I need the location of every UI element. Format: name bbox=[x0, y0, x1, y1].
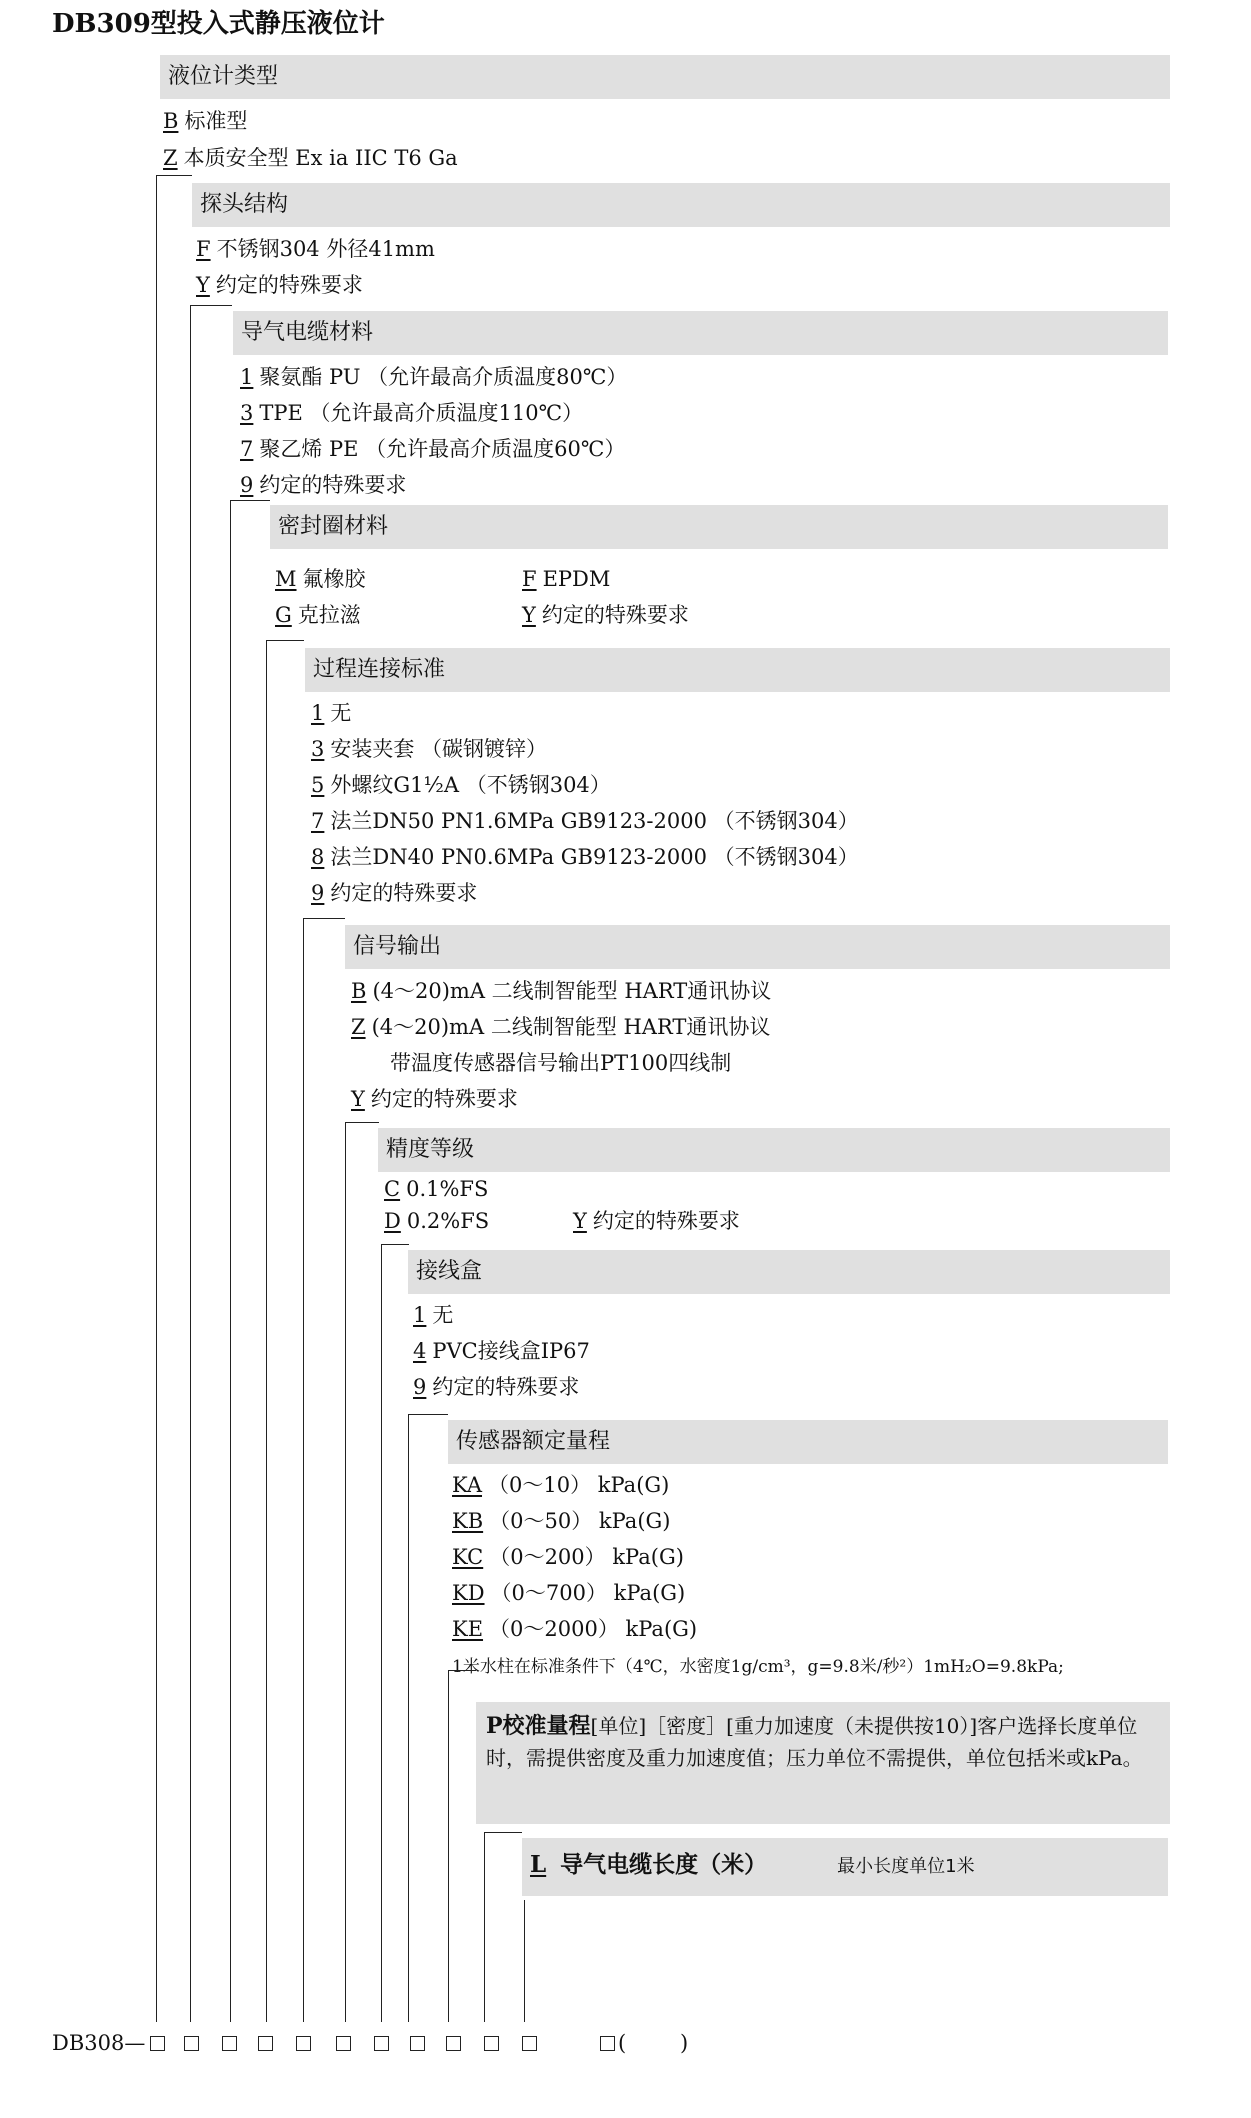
option-item bbox=[452, 1616, 697, 1642]
option-item bbox=[452, 1472, 669, 1498]
option-text: EPDM bbox=[542, 567, 611, 591]
option-item bbox=[275, 566, 366, 592]
connector-tick bbox=[156, 175, 192, 176]
option-text: 约定的特殊要求 bbox=[432, 1375, 580, 1399]
option-code: KE bbox=[452, 1617, 484, 1641]
option-item bbox=[351, 1014, 770, 1040]
option-text: 约定的特殊要求 bbox=[330, 881, 478, 905]
code-box bbox=[410, 2036, 425, 2051]
section-header-cable-material: 导气电缆材料 bbox=[233, 311, 1168, 355]
connector-line bbox=[524, 1900, 525, 2022]
calibration-range-label: P校准量程 bbox=[486, 1713, 591, 1739]
option-code: 1 bbox=[311, 701, 325, 725]
option-code: F bbox=[522, 567, 537, 591]
option-text: 约定的特殊要求 bbox=[259, 473, 407, 497]
option-item bbox=[311, 808, 859, 834]
option-item bbox=[413, 1338, 590, 1364]
option-text: 约定的特殊要求 bbox=[370, 1087, 518, 1111]
code-box bbox=[374, 2036, 389, 2051]
option-code: 9 bbox=[240, 473, 254, 497]
option-code: Y bbox=[196, 273, 210, 297]
option-text: 无 bbox=[432, 1303, 454, 1327]
option-text: （0～10） kPa(G) bbox=[488, 1473, 670, 1497]
option-text: （0～2000） kPa(G) bbox=[489, 1617, 698, 1641]
section-header-junction-box: 接线盒 bbox=[408, 1250, 1170, 1294]
option-item bbox=[413, 1302, 453, 1328]
connector-tick bbox=[266, 640, 304, 641]
option-text: 聚氨酯 PU （允许最高介质温度80℃） bbox=[259, 365, 628, 389]
option-text: 0.2%FS bbox=[406, 1209, 490, 1233]
code-box bbox=[522, 2036, 537, 2051]
option-code: 1 bbox=[240, 365, 254, 389]
option-item bbox=[196, 272, 363, 298]
option-item bbox=[311, 736, 547, 762]
option-code: 7 bbox=[240, 437, 254, 461]
option-text: 不锈钢304 外径41mm bbox=[216, 237, 435, 261]
option-code: Y bbox=[522, 603, 536, 627]
code-box bbox=[600, 2036, 615, 2051]
code-box bbox=[296, 2036, 311, 2051]
cable-length-note: 最小长度单位1米 bbox=[837, 1856, 975, 1877]
option-item bbox=[240, 472, 406, 498]
option-item bbox=[351, 978, 771, 1004]
option-item bbox=[311, 844, 859, 870]
option-text: 无 bbox=[330, 701, 352, 725]
connector-line bbox=[303, 918, 304, 2022]
option-item bbox=[452, 1508, 670, 1534]
option-code: Y bbox=[573, 1209, 587, 1233]
option-text: （0～200） kPa(G) bbox=[489, 1545, 684, 1569]
code-box bbox=[258, 2036, 273, 2051]
connector-line bbox=[448, 1670, 449, 2022]
option-text: 安装夹套 （碳钢镀锌） bbox=[330, 737, 548, 761]
option-item bbox=[573, 1208, 740, 1234]
option-text: （0～700） kPa(G) bbox=[490, 1581, 686, 1605]
option-text: PVC接线盒IP67 bbox=[432, 1339, 590, 1363]
option-code: 9 bbox=[413, 1375, 427, 1399]
option-text: 标准型 bbox=[184, 109, 248, 133]
connector-tick bbox=[190, 305, 232, 306]
option-code: 5 bbox=[311, 773, 325, 797]
connector-line bbox=[266, 640, 267, 2022]
section-header-level-type: 液位计类型 bbox=[160, 55, 1170, 99]
connector-tick bbox=[408, 1414, 448, 1415]
option-code: Z bbox=[351, 1015, 366, 1039]
section-header-signal-output: 信号输出 bbox=[345, 925, 1170, 969]
option-item bbox=[452, 1544, 684, 1570]
code-box bbox=[484, 2036, 499, 2051]
option-code: D bbox=[384, 1209, 401, 1233]
option-code: Y bbox=[351, 1087, 365, 1111]
option-item bbox=[522, 602, 689, 628]
option-code: 3 bbox=[240, 401, 254, 425]
connector-line bbox=[190, 305, 191, 2022]
water-column-note: 1米水柱在标准条件下（4℃，水密度1g/cm³，g=9.8米/秒²）1mH₂O=9.8kPa; bbox=[452, 1657, 1064, 1677]
option-text: 0.1%FS bbox=[406, 1177, 489, 1201]
option-item bbox=[196, 236, 435, 262]
option-item bbox=[163, 108, 247, 134]
document-title: DB309型投入式静压液位计 bbox=[52, 9, 385, 39]
option-text: 约定的特殊要求 bbox=[215, 273, 363, 297]
option-code: F bbox=[196, 237, 211, 261]
connector-line bbox=[484, 1832, 485, 2022]
code-box bbox=[150, 2036, 165, 2051]
connector-tick bbox=[303, 918, 345, 919]
option-item bbox=[413, 1374, 579, 1400]
connector-tick bbox=[381, 1244, 409, 1245]
option-item bbox=[240, 436, 625, 462]
option-text: (4～20)mA 二线制智能型 HART通讯协议 bbox=[372, 979, 772, 1003]
option-code: 3 bbox=[311, 737, 325, 761]
code-box bbox=[446, 2036, 461, 2051]
option-code: B bbox=[351, 979, 367, 1003]
option-code: KD bbox=[452, 1581, 485, 1605]
option-text: 法兰DN50 PN1.6MPa GB9123-2000 （不锈钢304） bbox=[330, 809, 859, 833]
option-code: 8 bbox=[311, 845, 325, 869]
connector-line bbox=[408, 1414, 409, 2022]
option-text: 约定的特殊要求 bbox=[541, 603, 689, 627]
section-header-seal-material: 密封圈材料 bbox=[270, 505, 1168, 549]
section-header-probe-structure: 探头结构 bbox=[192, 183, 1170, 227]
code-box bbox=[222, 2036, 237, 2051]
option-item bbox=[522, 566, 610, 592]
option-item bbox=[275, 602, 361, 628]
option-text: 外螺纹G1½A （不锈钢304） bbox=[330, 773, 611, 797]
option-code: C bbox=[384, 1177, 401, 1201]
length-close-paren: ) bbox=[680, 2031, 689, 2055]
option-item bbox=[163, 145, 458, 171]
connector-line bbox=[381, 1244, 382, 2022]
section-header-process-connection: 过程连接标准 bbox=[305, 648, 1170, 692]
option-text: TPE （允许最高介质温度110℃） bbox=[259, 401, 584, 425]
option-item bbox=[311, 772, 611, 798]
option-code: KA bbox=[452, 1473, 483, 1497]
connector-line bbox=[345, 1122, 346, 2022]
option-item bbox=[240, 364, 627, 390]
option-item bbox=[351, 1086, 518, 1112]
option-code: 9 bbox=[311, 881, 325, 905]
option-text: 本质安全型 Ex ia IIC T6 Ga bbox=[183, 146, 458, 170]
code-box bbox=[336, 2036, 351, 2051]
option-code: B bbox=[163, 109, 179, 133]
option-text: (4～20)mA 二线制智能型 HART通讯协议 bbox=[371, 1015, 771, 1039]
connector-tick bbox=[484, 1832, 522, 1833]
option-code: G bbox=[275, 603, 292, 627]
calibration-range-text: [单位]［密度］[重力加速度（未提供按10）]客户选择长度单位时，需提供密度及重力加速度值；压力单位不需提供，单位包括米或kPa。 bbox=[486, 1714, 1143, 1770]
calibration-range-box bbox=[476, 1702, 1170, 1824]
option-text: 法兰DN40 PN0.6MPa GB9123-2000 （不锈钢304） bbox=[330, 845, 859, 869]
code-box bbox=[184, 2036, 199, 2051]
connector-tick bbox=[230, 500, 270, 501]
option-item bbox=[452, 1580, 685, 1606]
option-text: 聚乙烯 PE （允许最高介质温度60℃） bbox=[259, 437, 626, 461]
option-code: M bbox=[275, 567, 297, 591]
connector-line bbox=[156, 175, 157, 2022]
model-prefix: DB308— bbox=[52, 2031, 146, 2055]
option-text: 克拉滋 bbox=[297, 603, 361, 627]
option-code: 4 bbox=[413, 1339, 427, 1363]
option-item bbox=[240, 400, 583, 426]
option-code: 1 bbox=[413, 1303, 427, 1327]
option-text: （0～50） kPa(G) bbox=[489, 1509, 671, 1533]
cable-length-text: 导气电缆长度（米） bbox=[560, 1851, 768, 1878]
option-text: 约定的特殊要求 bbox=[592, 1209, 740, 1233]
cable-length-box bbox=[522, 1838, 1168, 1896]
option-item bbox=[384, 1208, 489, 1234]
cable-length-code: L bbox=[530, 1851, 547, 1878]
section-header-accuracy-class: 精度等级 bbox=[378, 1128, 1170, 1172]
option-code: 7 bbox=[311, 809, 325, 833]
section-header-rated-range: 传感器额定量程 bbox=[448, 1420, 1168, 1464]
connector-tick bbox=[345, 1122, 379, 1123]
option-item bbox=[311, 880, 477, 906]
option-code: KB bbox=[452, 1509, 484, 1533]
option-text: 氟橡胶 bbox=[302, 567, 366, 591]
option-item bbox=[384, 1176, 488, 1202]
connector-line bbox=[230, 500, 231, 2022]
option-item bbox=[390, 1050, 731, 1076]
option-item bbox=[311, 700, 351, 726]
option-code: KC bbox=[452, 1545, 484, 1569]
connector-tick bbox=[448, 1670, 476, 1671]
length-open-paren: ( bbox=[618, 2031, 627, 2055]
option-text: 带温度传感器信号输出PT100四线制 bbox=[390, 1051, 732, 1075]
option-code: Z bbox=[163, 146, 178, 170]
